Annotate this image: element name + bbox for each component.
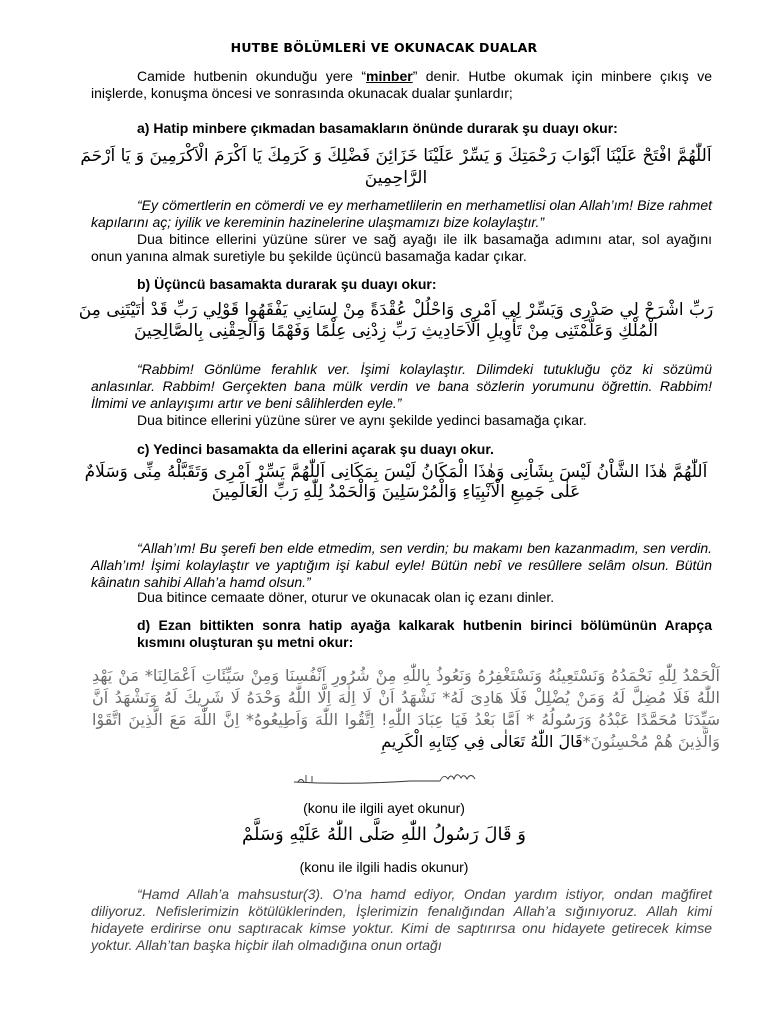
section-b-translation: “Rabbim! Gönlüme ferahlık ver. İşimi kolaylaştır. Dilimdeki tutukluğu çöz ki sözümü anlasınlar. Rabbim! Gerçekten bana mülk verdin ve bana sözlerin yorumunu öğrettin. Rabbim! İlmimi ve anlayışımı artır ve beni sâlihlerden eyle.” [91, 361, 712, 411]
section-c-heading: c) Yedinci basamakta da ellerini açarak şu duayı okur. [137, 441, 494, 457]
section-c-note: Dua bitince cemaate döner, oturur ve okunacak olan iç ezanı dinler. [137, 589, 555, 605]
section-d-arabic-tail: قَالَ اللّٰهُ تَعَالٰى فِي كِتَابِهِ الْكَرِيمِ [381, 732, 583, 751]
section-b-heading: b) Üçüncü basamakta durarak şu duayı okur: [137, 276, 437, 292]
section-a-heading: a) Hatip minbere çıkmadan basamakların önünde durarak şu duayı okur: [137, 120, 618, 136]
page-title: HUTBE BÖLÜMLERİ VE OKUNACAK DUALAR [230, 40, 538, 55]
section-c-arabic: اَللّٰهُمَّ هٰذَا الشَّاْنُ لَيْسَ بِشَاْنِى وَهٰذَا الْمَكَانُ لَيْسَ بِمَكَانِى اَللّٰهُمَّ يَسِّرْ اَمْرِى وَتَقَبَّلْهُ مِنِّى وَسَلَامٌ عَلٰى جَمِيعِ الْاَنْبِيَاءِ وَالْمُرْسَلِينَ وَالْحَمْدُ لِلّٰهِ رَبِّ الْعَالَمِينَ [84, 462, 708, 502]
section-c-translation: “Allah’ım! Bu şerefi ben elde etmedim, sen verdin; bu makamı ben kazanmadım, sen verdin. Allah’ım! İşimi kolaylaştır ve yaptığım işi kabul eyle! Bütün nebî ve resûllere selâm olsun. Bütün kâinatın sahibi Allah’a hamd olsun.” [91, 540, 712, 590]
section-d-heading: d) Ezan bittikten sonra hatip ayağa kalkarak hutbenin birinci bölümünün Arapça kısmını oluşturan şu metni okur: [137, 617, 712, 650]
minber-term: minber [366, 68, 413, 84]
section-a-arabic: اَللّٰهُمَّ افْتَحْ عَلَيْنَا اَبْوَابَ رَحْمَتِكَ وَ يَسِّرْ عَلَيْنَا خَزَائِنَ فَضْلِكَ وَ كَرَمِكَ يَا اَكْرَمَ الْاَكْرَمِينَ وَ يَا اَرْحَمَ الرَّاحِمِينَ [80, 146, 712, 188]
section-d-arabic [92, 665, 720, 753]
section-b-note: Dua bitince ellerini yüzüne sürer ve aynı şekilde yedinci basamağa çıkar. [137, 412, 587, 428]
intro-text-start: Camide hutbenin okunduğu yere “ [137, 68, 366, 84]
closing-translation: “Hamd Allah’a mahsustur(3). O’na hamd ediyor, Ondan yardım istiyor, ondan mağfiret diliyoruz. Nefislerimizin kötülüklerinden, İşlerimizin fenalığından Allah’a sığınıyoruz. Allah kimi hidayete erdirirse onu saptıracak kimse yoktur. Kimi de saptırırsa onu hidayete getirecek kimse yoktur. Allah’tan başka hiçbir ilah olmadığına onun ortağı [91, 886, 712, 953]
section-a-note: Dua bitince ellerini yüzüne sürer ve sağ ayağı ile ilk basamağa adımını atar, sol ayağını onun yanına almak suretiyle bu şekilde üçüncü basamağa kadar çıkar. [91, 231, 712, 264]
section-b-arabic: رَبِّ اشْرَحْ لِي صَدْرِى وَيَسِّرْ لِي اَمْرِى وَاحْلُلْ عُقْدَةً مِنْ لِسَانِي يَفْقَهُوا قَوْلِي رَبِّ قَدْ اٰتَيْتَنِى مِنَ الْمُلْكِ وَعَلَّمْتَنِى مِنْ تَأْوِيلِ الْاَحَادِيثِ رَبِّ زِدْنِى عِلْمًا وَفَهْمًا وَاَلْحِقْنِى بِالصَّالِحِينَ [78, 300, 714, 341]
section-d-arabic-text: اَلْحَمْدُ لِلّٰهِ نَحْمَدُهُ وَنَسْتَعِينُهُ وَنَسْتَغْفِرُهُ وَنَعُوذُ بِاللّٰهِ مِنْ شُرُورِ اَنْفُسِنَا وَمِنْ سَيِّئَاتِ اَعْمَالِنَا* مَنْ يَهْدِ اللّٰهُ فَلَا مُضِلَّ لَهُ وَمَنْ يُضْلِلْ فَلَا هَادِىَ لَهُ* نَشْهَدُ اَنْ لَا اِلٰهَ اِلَّا اللّٰهُ وَحْدَهُ لَا شَرِيكَ لَهُ وَنَشْهَدُ اَنَّ سَيِّدَنَا مُحَمَّدًا عَبْدُهُ وَرَسُولُهُ * اَمَّا بَعْدُ فَيَا عِبَادَ اللّٰهِ! اِتَّقُوا اللّٰهَ وَاَطِيعُوهُ* اِنَّ اللّٰهَ مَعَ الَّذِينَ اتَّقَوْا وَالَّذِينَ هُمْ مُحْسِنُونَ* [92, 666, 720, 751]
intro-text-end: ” denir. Hutbe okumak için minbere çıkış ve inişlerde, konuşma öncesi ve sonrasında okunacak dualar şunlardır; [91, 68, 712, 101]
hadis-note: (konu ile ilgili hadis okunur) [299, 859, 469, 875]
besmele-calligraphy [290, 766, 480, 788]
intro-paragraph [91, 68, 712, 102]
besmele-calligraphy-icon [290, 766, 480, 788]
ayet-note: (konu ile ilgili ayet okunur) [303, 800, 465, 816]
section-a-translation: “Ey cömertlerin en cömerdi ve ey merhametlilerin en merhametlisi olan Allah’ım! Bize rahmet kapılarını aç; iyilik ve kereminin hazinelerine ulaşmamızı bize kolaylaştır.” [91, 197, 712, 230]
hadis-arabic: وَ قَالَ رَسُولُ اللّٰهِ صَلَّى اللّٰهُ عَلَيْهِ وَسَلَّمْ [242, 824, 526, 845]
